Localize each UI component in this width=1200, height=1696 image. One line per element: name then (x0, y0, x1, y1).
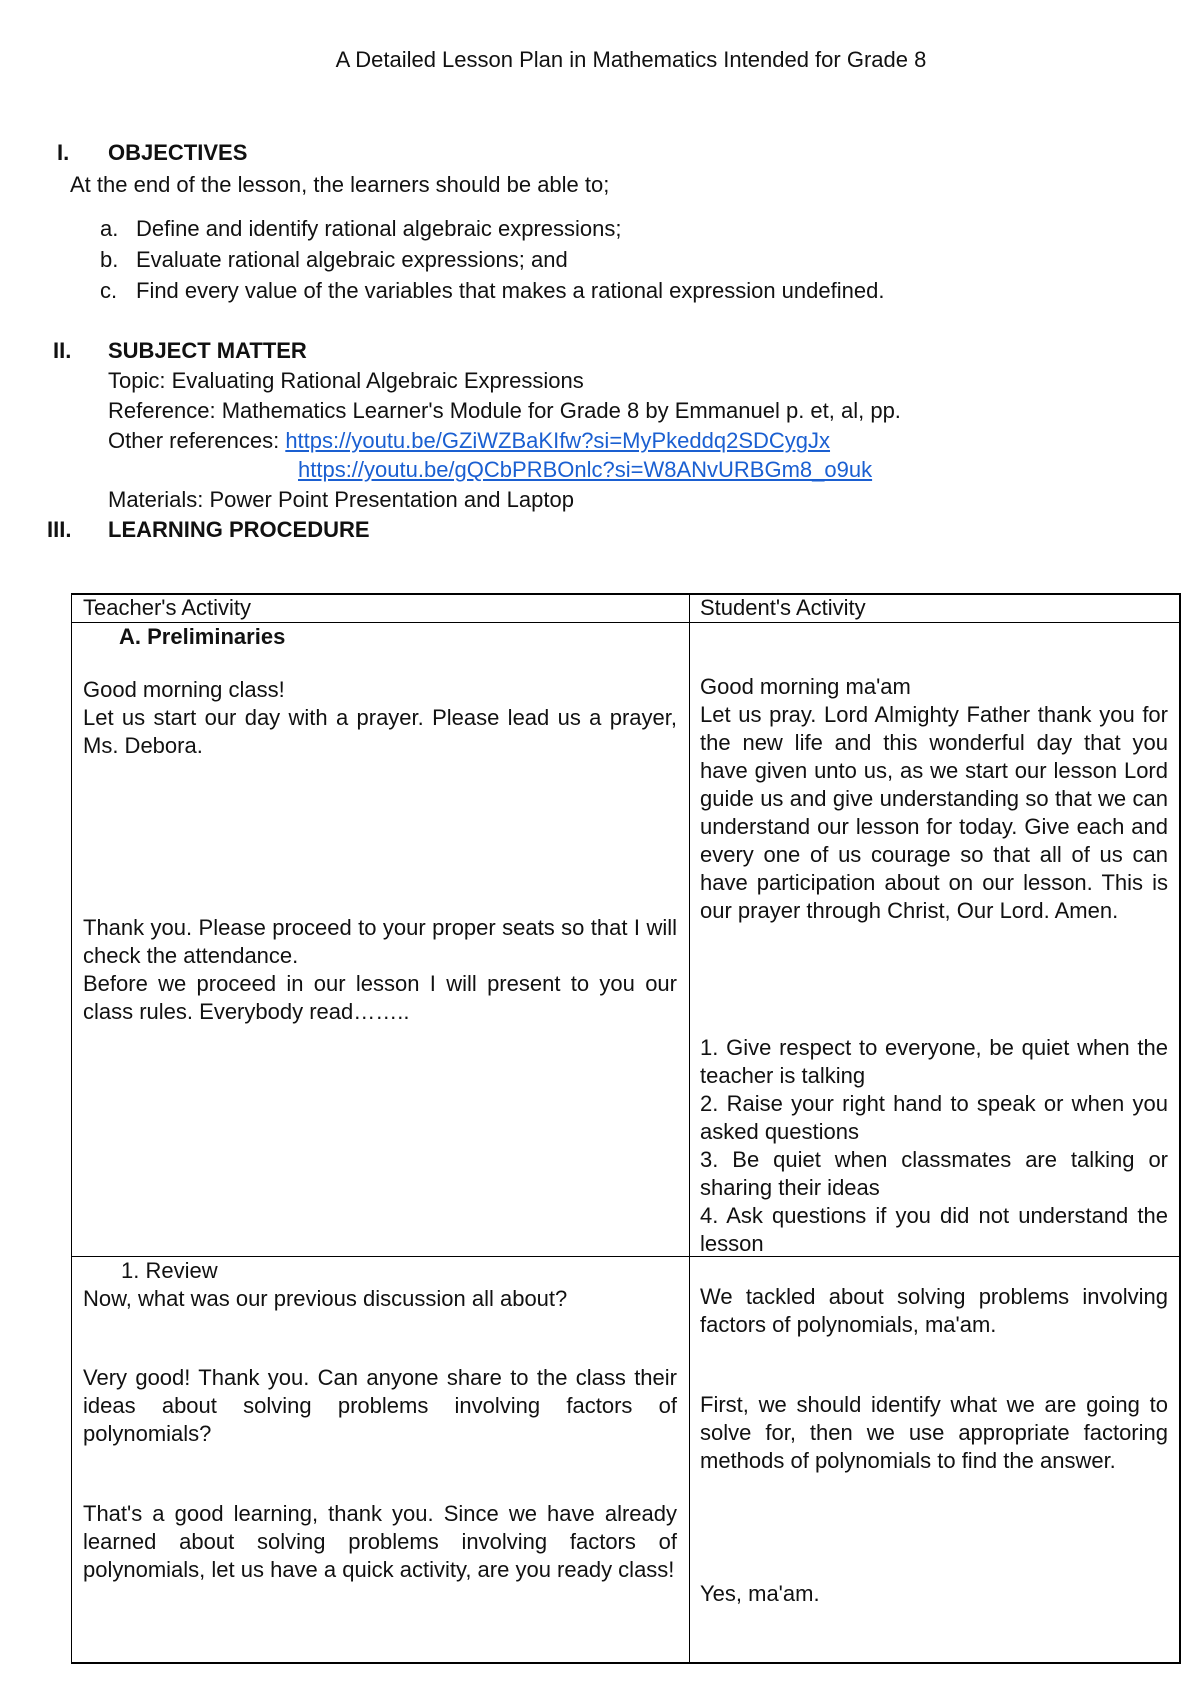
teacher-review-question: Now, what was our previous discussion all about? (83, 1286, 568, 1311)
teacher-class-rules: Before we proceed in our lesson I will present to you our class rules. Everybody read…….. (83, 971, 677, 1024)
objective-item: Define and identify rational algebraic expressions; (136, 216, 622, 241)
table-border-right (1179, 593, 1181, 1664)
student-prayer: Let us pray. Lord Almighty Father thank you for the new life and this wonderful day that you have given unto us, as we start our lesson Lord guide us and give understanding so that we can understand our lesson for today. Give each and every one of us courage so that all of us can have participation about on our lesson. This is our prayer through Christ, Our Lord. Amen. (700, 702, 1168, 923)
reference-line: Reference: Mathematics Learner's Module for Grade 8 by Emmanuel p. et, al, pp. (108, 398, 901, 423)
procedure-heading: LEARNING PROCEDURE (108, 517, 370, 542)
student-tackled-answer: We tackled about solving problems involving factors of polynomials, ma'am. (700, 1284, 1168, 1337)
preliminaries-heading: A. Preliminaries (119, 624, 286, 649)
subject-matter-heading: SUBJECT MATTER (108, 338, 307, 363)
objectives-intro: At the end of the lesson, the learners should be able to; (70, 172, 610, 197)
subject-matter-numeral: II. (53, 338, 72, 363)
class-rule-item: 1. Give respect to everyone, be quiet when the teacher is talking (700, 1035, 1168, 1088)
review-heading: 1. Review (121, 1258, 218, 1283)
objectives-numeral: I. (57, 140, 70, 165)
table-border-left (71, 593, 72, 1664)
procedure-numeral: III. (47, 517, 72, 542)
other-references-label: Other references: (108, 428, 286, 453)
table-column-divider (689, 593, 690, 1664)
student-yes-answer: Yes, ma'am. (700, 1581, 820, 1606)
header-teacher-activity: Teacher's Activity (83, 595, 252, 620)
objective-marker: a. (100, 216, 119, 241)
topic-line: Topic: Evaluating Rational Algebraic Expressions (108, 368, 584, 393)
other-references-line (108, 428, 830, 454)
class-rule-item: 4. Ask questions if you did not understand the lesson (700, 1203, 1168, 1256)
objective-item: Find every value of the variables that makes a rational expression undefined. (136, 278, 885, 303)
objective-marker: b. (100, 247, 119, 272)
objective-marker: c. (100, 278, 118, 303)
reference-link-1[interactable]: https://youtu.be/GZiWZBaKIfw?si=MyPkeddq2SDCygJx (285, 428, 831, 453)
teacher-prayer-request: Let us start our day with a prayer. Please lead us a prayer, Ms. Debora. (83, 705, 677, 758)
materials-line: Materials: Power Point Presentation and Laptop (108, 487, 574, 512)
teacher-very-good: Very good! Thank you. Can anyone share to the class their ideas about solving problems involving factors of polynomials? (83, 1365, 677, 1446)
teacher-good-learning: That's a good learning, thank you. Since we have already learned about solving problems involving factors of polynomials, let us have a quick activity, are you ready class! (83, 1501, 677, 1582)
table-border-bottom (71, 1662, 1181, 1664)
objective-item: Evaluate rational algebraic expressions; and (136, 247, 568, 272)
teacher-seats-instruction: Thank you. Please proceed to your proper seats so that I will check the attendance. (83, 915, 677, 968)
class-rule-item: 3. Be quiet when classmates are talking or sharing their ideas (700, 1147, 1168, 1200)
teacher-greeting: Good morning class! (83, 677, 285, 702)
student-first-answer: First, we should identify what we are going to solve for, then we use appropriate factoring methods of polynomials to find the answer. (700, 1392, 1168, 1473)
student-greeting: Good morning ma'am (700, 674, 911, 699)
class-rule-item: 2. Raise your right hand to speak or when you asked questions (700, 1091, 1168, 1144)
reference-link-2[interactable]: https://youtu.be/gQCbPRBOnlc?si=W8ANvURBGm8_o9uk (298, 457, 873, 482)
header-student-activity: Student's Activity (700, 595, 866, 620)
objectives-heading: OBJECTIVES (108, 140, 248, 165)
document-title: A Detailed Lesson Plan in Mathematics Intended for Grade 8 (335, 47, 927, 72)
